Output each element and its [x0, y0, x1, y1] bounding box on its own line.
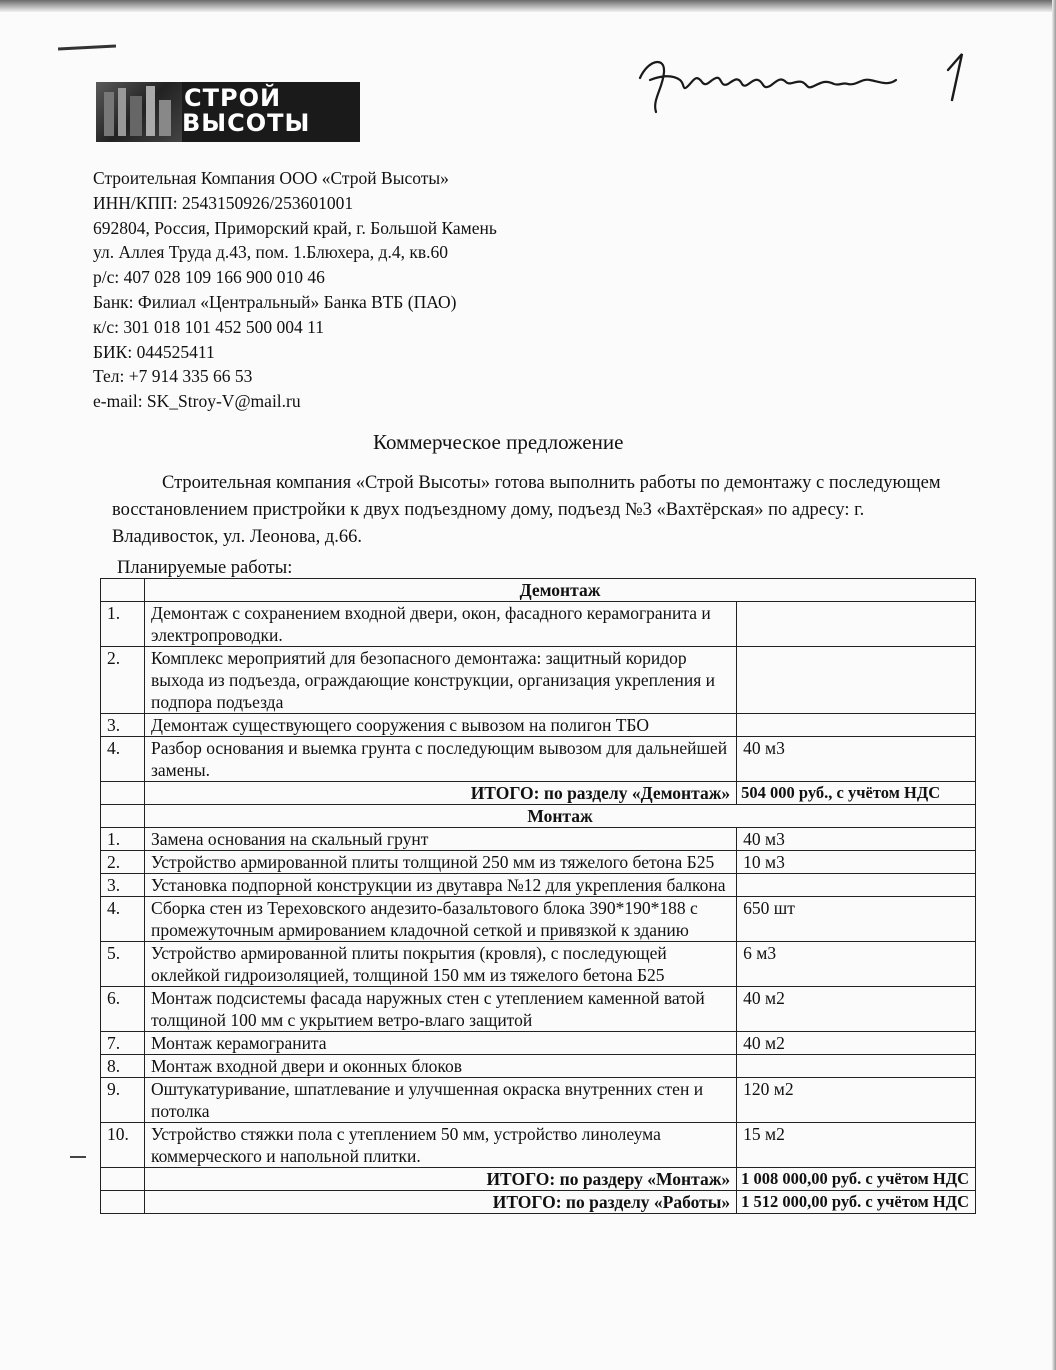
- empty-cell: [101, 1168, 145, 1191]
- table-row: [101, 1123, 976, 1168]
- row-quantity: [737, 1055, 976, 1078]
- handwritten-annotation-graphic: [630, 40, 980, 120]
- company-line: 692804, Россия, Приморский край, г. Большой Камень: [93, 217, 497, 238]
- scan-mark: [58, 44, 116, 50]
- row-quantity: [737, 714, 976, 737]
- section-total-label: ИТОГО: по раздеру «Монтаж»: [145, 1168, 737, 1191]
- row-description: Установка подпорной конструкции из двутавра №12 для укрепления балкона: [145, 874, 737, 897]
- document-title: Коммерческое предложение: [373, 430, 624, 454]
- grand-total-value: 1 512 000,00 руб. с учётом НДС: [737, 1191, 976, 1214]
- row-description: Комплекс мероприятий для безопасного демонтажа: защитный коридор выхода из подъезда, ограждающие конструкции, организация укрепления и подпора подъезда: [145, 647, 737, 714]
- company-details: [93, 166, 497, 414]
- intro-paragraph: [112, 470, 972, 551]
- row-quantity: 10 м3: [737, 851, 976, 874]
- company-line: Строительная Компания ООО «Строй Высоты»: [93, 168, 449, 188]
- intro-text: Строительная компания «Строй Высоты» готова выполнить работы по демонтажу с последующем восстановлением пристройки к двух подъездному дому, подъезд №3 «Вахтёрская» по адресу: г. Владивосток, ул. Леонова, д.66.: [112, 473, 941, 547]
- table-row: [101, 874, 976, 897]
- empty-cell: [101, 579, 145, 602]
- table-row: [101, 1078, 976, 1123]
- row-description: Разбор основания и выемка грунта с последующим вывозом для дальнейшей замены.: [145, 737, 737, 782]
- row-quantity: 40 м3: [737, 737, 976, 782]
- row-number: 4.: [101, 737, 145, 782]
- row-description: Демонтаж с сохранением входной двери, окон, фасадного керамогранита и электропроводки.: [145, 602, 737, 647]
- row-number: 6.: [101, 987, 145, 1032]
- grand-total-row: [101, 1191, 976, 1214]
- empty-cell: [101, 1191, 145, 1214]
- company-line: Тел: +7 914 335 66 53: [93, 366, 253, 387]
- scan-edge-right: [1052, 0, 1056, 1370]
- logo-line-1: СТРОЙ: [184, 84, 282, 112]
- grand-total-label: ИТОГО: по разделу «Работы»: [145, 1191, 737, 1214]
- row-description: Монтаж входной двери и оконных блоков: [145, 1055, 737, 1078]
- company-logo: [96, 82, 360, 142]
- company-line: р/с: 407 028 109 166 900 010 46: [93, 267, 325, 288]
- row-quantity: 15 м2: [737, 1123, 976, 1168]
- scan-edge-top: [0, 0, 1056, 12]
- row-description: Монтаж подсистемы фасада наружных стен с утеплением каменной ватой толщиной 100 мм с укрытием ветро-влаго защитой: [145, 987, 737, 1032]
- section-total-label: ИТОГО: по разделу «Демонтаж»: [145, 782, 737, 805]
- logo-graphic: [96, 82, 182, 142]
- row-quantity: [737, 602, 976, 647]
- row-number: 7.: [101, 1032, 145, 1055]
- company-line: ИНН/КПП: 2543150926/253601001: [93, 192, 354, 213]
- empty-cell: [101, 782, 145, 805]
- row-description: Устройство стяжки пола с утеплением 50 мм, устройство линолеума коммерческого и напольной плитки.: [145, 1123, 737, 1168]
- row-description: Устройство армированной плиты толщиной 250 мм из тяжелого бетона Б25: [145, 851, 737, 874]
- company-line: e-mail: SK_Stroy-V@mail.ru: [93, 391, 301, 412]
- section-title-montazh: Монтаж: [145, 805, 976, 828]
- company-line: Банк: Филиал «Центральный» Банка ВТБ (ПАО): [93, 291, 457, 312]
- table-row: [101, 897, 976, 942]
- row-number: 8.: [101, 1055, 145, 1078]
- row-description: Устройство армированной плиты покрытия (кровля), с последующей оклейкой гидроизоляцией, толщиной 150 мм из тяжелого бетона Б25: [145, 942, 737, 987]
- table-row: [101, 1055, 976, 1078]
- works-table: [100, 578, 976, 1214]
- table-row: [101, 647, 976, 714]
- section-total-row: [101, 782, 976, 805]
- row-quantity: 40 м2: [737, 987, 976, 1032]
- company-line: БИК: 044525411: [93, 341, 215, 362]
- table-row: [101, 602, 976, 647]
- row-description: Сборка стен из Тереховского андезито-базальтового блока 390*190*188 с промежуточным армированием кладочной сеткой и привязкой к зданию: [145, 897, 737, 942]
- logo-text: [184, 86, 310, 136]
- table-row: [101, 737, 976, 782]
- row-number: 1.: [101, 602, 145, 647]
- row-quantity: 40 м3: [737, 828, 976, 851]
- row-number: 1.: [101, 828, 145, 851]
- row-number: 10.: [101, 1123, 145, 1168]
- row-quantity: 650 шт: [737, 897, 976, 942]
- row-quantity: 120 м2: [737, 1078, 976, 1123]
- section-total-value: 1 008 000,00 руб. с учётом НДС: [737, 1168, 976, 1191]
- scan-mark-dash: [70, 1156, 86, 1158]
- row-number: 4.: [101, 897, 145, 942]
- empty-cell: [101, 805, 145, 828]
- table-row: [101, 1032, 976, 1055]
- table-row: [101, 828, 976, 851]
- row-number: 5.: [101, 942, 145, 987]
- company-line: ул. Аллея Труда д.43, пом. 1.Блюхера, д.4, кв.60: [93, 242, 448, 263]
- planned-works-label: Планируемые работы:: [117, 558, 293, 578]
- row-number: 2.: [101, 851, 145, 874]
- section-title-demontazh: Демонтаж: [145, 579, 976, 602]
- section-header-row: [101, 579, 976, 602]
- section-total-value: 504 000 руб., с учётом НДС: [737, 782, 976, 805]
- row-description: Демонтаж существующего сооружения с вывозом на полигон ТБО: [145, 714, 737, 737]
- row-quantity: 6 м3: [737, 942, 976, 987]
- handwritten-annotation: [630, 40, 980, 120]
- row-description: Монтаж керамогранита: [145, 1032, 737, 1055]
- row-number: 3.: [101, 874, 145, 897]
- table-row: [101, 942, 976, 987]
- table-row: [101, 714, 976, 737]
- company-line: к/с: 301 018 101 452 500 004 11: [93, 316, 324, 337]
- row-quantity: [737, 874, 976, 897]
- section-header-row: [101, 805, 976, 828]
- row-quantity: [737, 647, 976, 714]
- row-quantity: 40 м2: [737, 1032, 976, 1055]
- row-number: 2.: [101, 647, 145, 714]
- table-row: [101, 851, 976, 874]
- row-description: Оштукатуривание, шпатлевание и улучшенная окраска внутренних стен и потолка: [145, 1078, 737, 1123]
- logo-line-2: ВЫСОТЫ: [182, 109, 311, 137]
- section-total-row: [101, 1168, 976, 1191]
- row-description: Замена основания на скальный грунт: [145, 828, 737, 851]
- table-row: [101, 987, 976, 1032]
- row-number: 9.: [101, 1078, 145, 1123]
- row-number: 3.: [101, 714, 145, 737]
